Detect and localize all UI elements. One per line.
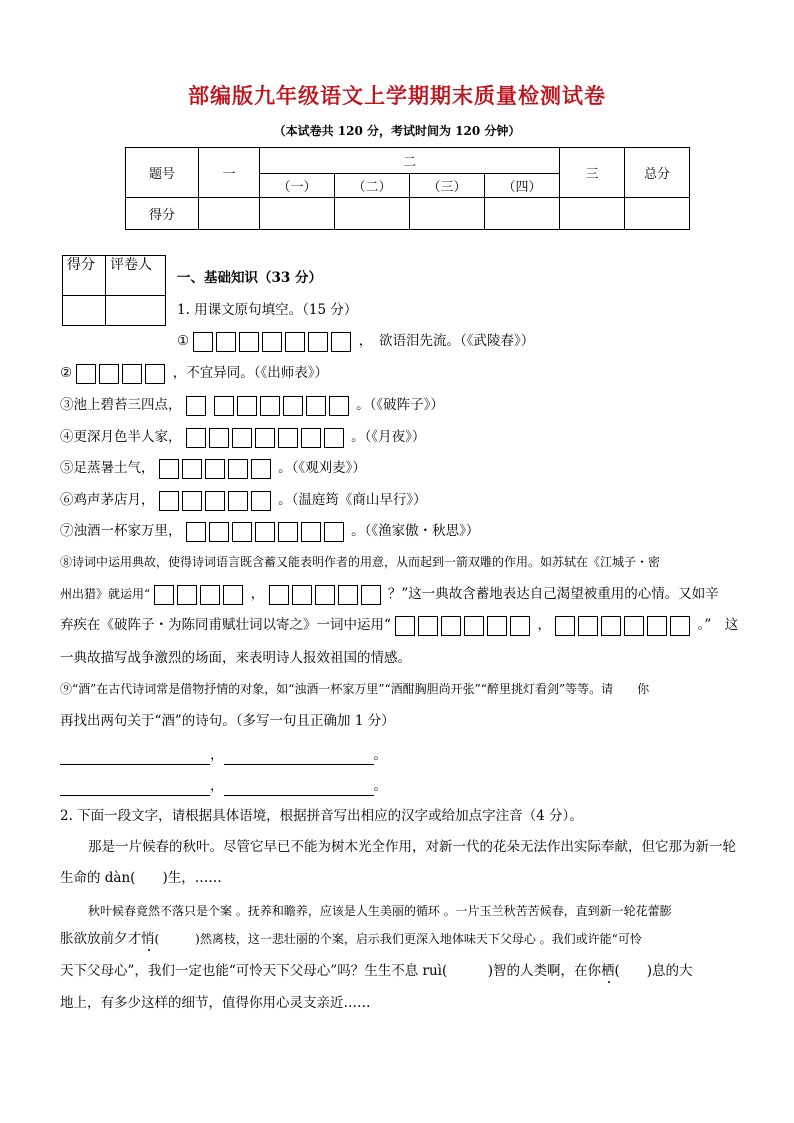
exam-subtitle: （本试卷共 120 分，考试时间为 120 分钟） [273,124,521,138]
passage-1-line-1: 那是一片候春的秋叶。尽管它早已不能为树木光全作用，对新一代的花朵无法作出实际奉献，但它那为新一轮 [88,839,736,855]
grader-reviewer-cell[interactable] [106,296,166,326]
answer-line[interactable] [224,750,374,765]
passage-text: ( )息的大 [614,963,693,979]
passage-text: 天下父母心”，我们一定也能“可怜天下父母心”吗？生生不息 ruì( )智的人类啊，在你 [60,963,601,979]
grader-box [62,255,166,326]
punctuation-period: 。 [373,778,387,794]
punctuation-comma: ， [210,778,224,794]
punctuation-comma: ， [250,586,265,602]
header-sub-3: （三） [410,174,485,198]
fill-item-6 [60,490,427,511]
score-table [125,147,690,230]
item-8-line-4: 一典故描写战争激烈的场面，来表明诗人报效祖国的情感。 [60,650,411,666]
header-sub-1: （一） [260,174,335,198]
item-suffix: 。（《观刈麦》） [278,460,366,476]
item-prefix: ⑥鸡声茅店月， [60,492,155,508]
answer-row-2 [60,776,387,796]
answer-line[interactable] [224,781,374,796]
item-prefix: ① [177,333,194,349]
fill-item-4 [60,427,425,448]
answer-boxes[interactable] [395,615,533,636]
fill-item-3 [60,395,444,416]
passage-text: 胀欲放前夕才 [60,931,141,947]
header-sub-4: （四） [485,174,560,198]
header-part-three: 三 [560,148,625,198]
answer-boxes[interactable] [76,363,168,384]
item-suffix: ，不宜异同。（《出师表》） [172,365,328,381]
score-cell[interactable] [199,198,260,230]
answer-boxes[interactable] [159,490,274,511]
item-9-line-1: ⑨“酒”在古代诗词常是借物抒情的对象，如“浊酒一杯家万里”“酒酣胸胆尚开张”“醉里挑灯看剑”等等。请 你 [60,682,650,696]
header-question-number: 题号 [126,148,199,198]
item-8-text: 。” 这 [697,617,739,633]
answer-boxes[interactable] [193,331,354,352]
item-prefix: ③池上碧苔三四点， [60,397,182,413]
answer-boxes[interactable] [159,458,274,479]
grader-score-label: 得分 [63,256,106,296]
row-score-label: 得分 [126,198,199,230]
item-8-line-2 [60,584,719,605]
question-2-title: 2. 下面一段文字，请根据具体语境，根据拼音写出相应的汉字或给加点字注音（4 分）。 [60,808,583,824]
score-cell[interactable] [260,198,335,230]
answer-boxes[interactable] [186,427,347,448]
answer-boxes[interactable] [186,521,347,542]
answer-row-1 [60,745,387,765]
header-part-one: 一 [199,148,260,198]
item-suffix: 。（《渔家傲・秋思》） [351,523,480,539]
passage-2-line-3 [60,961,693,981]
header-part-two: 二 [260,148,560,174]
item-suffix: 。（《月夜》） [351,429,426,445]
fill-item-7 [60,521,479,542]
answer-line[interactable] [60,750,210,765]
passage-1-line-2: 生命的 dàn( )生，…… [60,870,222,886]
answer-boxes[interactable] [154,584,246,605]
item-suffix: 。（《破阵子》） [356,397,444,413]
dotted-character: 栖 [601,963,615,979]
item-9-line-2: 再找出两句关于“酒”的诗句。（多写一句且正确加 1 分） [60,713,395,729]
score-cell[interactable] [560,198,625,230]
score-cell[interactable] [335,198,410,230]
passage-2-line-2 [60,929,642,949]
section-heading: 一、基础知识（33 分） [177,270,322,286]
item-8-text: 弃疾在《破阵子・为陈同甫赋壮词以寄之》一词中运用“ [60,617,391,633]
item-prefix: ④更深月色半人家， [60,429,182,445]
item-prefix: ② [60,365,77,381]
passage-text: ( )然离枝，这一悲壮丽的个案，启示我们更深入地体味天下父母心 。我们或许能“可怜 [154,932,642,946]
item-8-line-3 [60,615,738,636]
item-suffix: 。（温庭筠《商山早行》） [278,492,427,508]
answer-boxes[interactable] [555,615,693,636]
answer-boxes[interactable] [186,395,352,416]
grader-reviewer-label: 评卷人 [106,256,166,296]
header-total: 总分 [625,148,690,198]
score-cell[interactable] [485,198,560,230]
dotted-character: 悄 [141,931,155,947]
answer-line[interactable] [60,781,210,796]
passage-2-line-1: 秋叶候春竟然不落只是个案 。抚养和瞻养，应该是人生美丽的循环 。一片玉兰秋苦苦候春，直到新一轮花蕾膨 [88,904,672,918]
item-suffix: ， 欲语泪先流。（《武陵春》） [358,333,535,349]
item-8-text: ？”这一典故含蓄地表达自己渴望被重用的心情。又如辛 [387,586,719,602]
item-prefix: ⑤足蒸暑土气， [60,460,155,476]
fill-item-5 [60,458,366,479]
punctuation-comma: ， [537,617,551,633]
item-prefix: ⑦浊酒一杯家万里， [60,523,182,539]
item-8-line-1: ⑧诗词中运用典故，使得诗词语言既含蓄又能表明作者的用意，从而起到一箭双雕的作用。如苏轼在《江城子・密 [60,555,661,569]
punctuation-comma: ， [210,747,224,763]
item-8-text: 州出猎》就运用“ [60,587,151,601]
header-sub-2: （二） [335,174,410,198]
fill-item-2 [60,363,328,384]
fill-item-1 [177,331,534,352]
passage-2-line-4: 地上，有多少这样的细节，值得你用心灵支亲近…… [60,995,371,1011]
grader-score-cell[interactable] [63,296,106,326]
score-cell[interactable] [410,198,485,230]
score-cell[interactable] [625,198,690,230]
exam-title: 部编版九年级语文上学期期末质量检测试卷 [188,83,606,108]
question-1-title: 1. 用课文原句填空。（15 分） [177,302,358,318]
answer-boxes[interactable] [269,584,384,605]
punctuation-period: 。 [373,747,387,763]
